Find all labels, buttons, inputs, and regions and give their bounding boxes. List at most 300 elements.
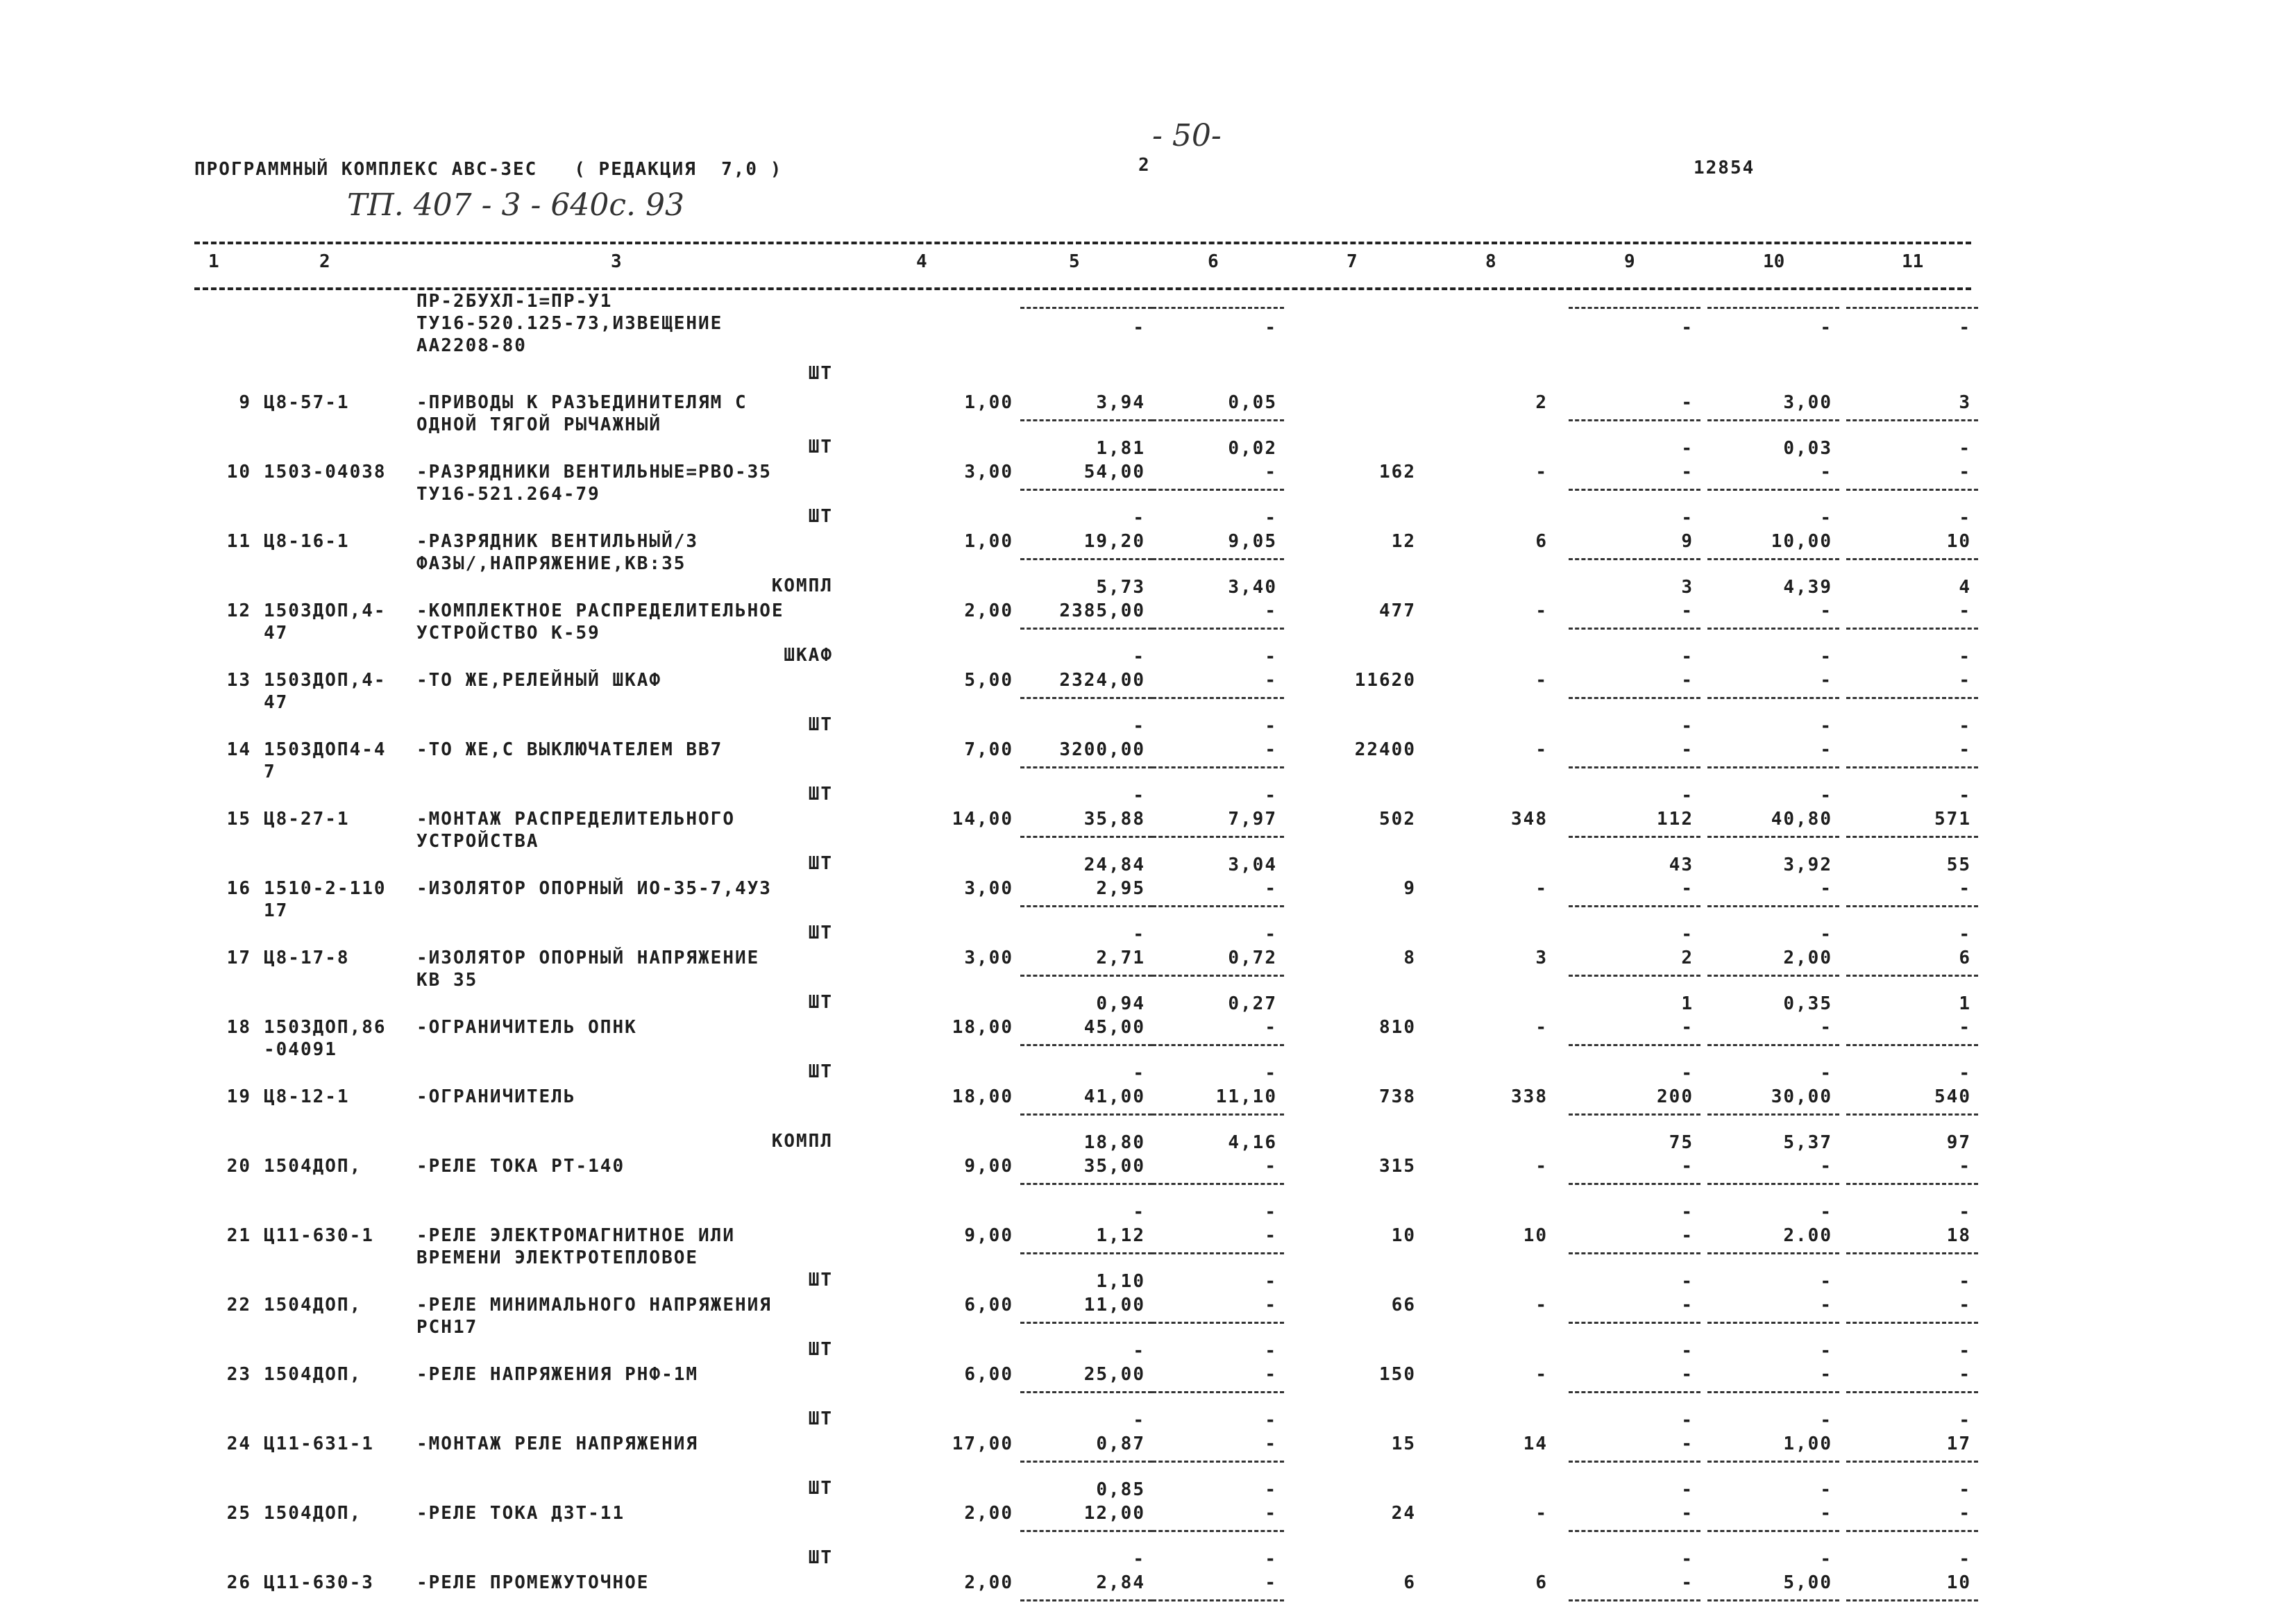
row-separator-line xyxy=(1707,905,1839,907)
row-code: 1504ДОП, xyxy=(264,1503,362,1524)
row-col6-sub: - xyxy=(1265,785,1277,806)
row-col6: - xyxy=(1265,1156,1277,1177)
row-separator-line xyxy=(1152,628,1284,630)
col-header-5: 5 xyxy=(1069,251,1080,272)
row-separator-line xyxy=(1020,1044,1152,1046)
row-col6: - xyxy=(1265,600,1277,621)
row-separator-line xyxy=(1846,975,1978,977)
row-col9: - xyxy=(1681,739,1694,760)
row-col10-sub: - xyxy=(1820,507,1832,528)
row-separator-line xyxy=(1707,628,1839,630)
row-separator-line xyxy=(1152,836,1284,838)
table-row xyxy=(0,498,2296,598)
row-col9-sub: - xyxy=(1681,1063,1694,1084)
row-col11: 3 xyxy=(1959,392,1971,413)
row-quantity: 17,00 xyxy=(952,1433,1013,1454)
row-col11-sub: - xyxy=(1959,1479,1971,1500)
row-col9: - xyxy=(1681,600,1694,621)
row-separator-line xyxy=(1707,1113,1839,1116)
row-name: -РЕЛЕ НАПРЯЖЕНИЯ РНФ-1М xyxy=(416,1364,699,1385)
row-unit: ШТ xyxy=(808,1061,833,1082)
row-separator-line xyxy=(1846,766,1978,768)
row-col5-sub: - xyxy=(1133,1202,1145,1222)
row-col7: 162 xyxy=(1379,462,1416,482)
row-col10: 10,00 xyxy=(1771,531,1832,552)
row-col8: - xyxy=(1535,878,1548,899)
row-quantity: 2,00 xyxy=(964,1572,1013,1593)
col-header-9: 9 xyxy=(1624,251,1635,272)
row-number: 20 xyxy=(226,1156,251,1177)
row-separator-line xyxy=(1152,558,1284,560)
row-col11-sub: - xyxy=(1959,1410,1971,1431)
row-col5: 2385,00 xyxy=(1059,600,1145,621)
row-number: 11 xyxy=(226,531,251,552)
row-col9: - xyxy=(1681,1433,1694,1454)
row-col11: - xyxy=(1959,878,1971,899)
row-col5: 45,00 xyxy=(1083,1017,1145,1038)
row-col5: 2324,00 xyxy=(1059,670,1145,691)
row-number: 19 xyxy=(226,1086,251,1107)
row-col10: - xyxy=(1820,670,1832,691)
doc-code: 12854 xyxy=(1694,158,1755,178)
row-separator-line xyxy=(1569,1183,1700,1185)
sheet-number: 2 xyxy=(1138,155,1151,176)
row-col5-sub: - xyxy=(1133,785,1145,806)
row-number: 9 xyxy=(239,392,251,413)
row-number: 10 xyxy=(226,462,251,482)
row-col6-sub: - xyxy=(1265,1202,1277,1222)
row-separator-line xyxy=(1846,1183,1978,1185)
row-col11: - xyxy=(1959,600,1971,621)
row-col9-sub: 43 xyxy=(1669,855,1694,875)
row-col8: 14 xyxy=(1523,1433,1548,1454)
row-col10: 3,00 xyxy=(1783,392,1832,413)
row-col10-sub: - xyxy=(1820,924,1832,945)
row-col7: 810 xyxy=(1379,1017,1416,1038)
row-separator-line xyxy=(1846,836,1978,838)
row-col8: - xyxy=(1535,462,1548,482)
row-code: 1504ДОП, xyxy=(264,1156,362,1177)
row-col8: 10 xyxy=(1523,1225,1548,1246)
row-quantity: 6,00 xyxy=(964,1295,1013,1315)
row-separator-line xyxy=(1020,1322,1152,1324)
table-row xyxy=(0,290,2296,384)
row-col6-sub: 4,16 xyxy=(1228,1132,1277,1153)
row-unit: ШТ xyxy=(808,992,833,1013)
table-row xyxy=(0,707,2296,806)
row-name: -ИЗОЛЯТОР ОПОРНЫЙ НАПРЯЖЕНИЕ КВ 35 xyxy=(416,948,760,991)
table-row xyxy=(0,360,2296,459)
row-separator-line xyxy=(1152,1461,1284,1463)
row-col6: - xyxy=(1265,1225,1277,1246)
row-separator-line xyxy=(1020,489,1152,491)
row-col5-sub: - xyxy=(1133,1340,1145,1361)
row-col11-sub: - xyxy=(1959,507,1971,528)
row-col10: - xyxy=(1820,1295,1832,1315)
row-col10: - xyxy=(1820,462,1832,482)
row-name: -ТО ЖЕ,РЕЛЕЙНЫЙ ШКАФ xyxy=(416,670,662,691)
row-separator-line xyxy=(1020,307,1152,309)
row-col9-sub: - xyxy=(1681,1202,1694,1222)
row-separator-line xyxy=(1707,489,1839,491)
row-col5: 0,87 xyxy=(1096,1433,1145,1454)
row-col10-sub: 4,39 xyxy=(1783,577,1832,598)
row-separator-line xyxy=(1569,1461,1700,1463)
row-unit: ШТ xyxy=(808,784,833,805)
row-col5-sub: 1,81 xyxy=(1096,438,1145,459)
row-quantity: 1,00 xyxy=(964,392,1013,413)
col-header-4: 4 xyxy=(916,251,927,272)
row-col5: 2,84 xyxy=(1096,1572,1145,1593)
row-col8: - xyxy=(1535,600,1548,621)
row-col11-sub: - xyxy=(1959,1063,1971,1084)
row-separator-line xyxy=(1707,419,1839,421)
row-number: 26 xyxy=(226,1572,251,1593)
row-number: 22 xyxy=(226,1295,251,1315)
row-unit: ШТ xyxy=(808,506,833,527)
row-code: Ц8-57-1 xyxy=(264,392,350,413)
row-col9: - xyxy=(1681,1572,1694,1593)
row-separator-line xyxy=(1152,489,1284,491)
row-col9-sub: - xyxy=(1681,438,1694,459)
row-separator-line xyxy=(1152,697,1284,699)
row-col9: - xyxy=(1681,462,1694,482)
row-col5: 3200,00 xyxy=(1059,739,1145,760)
row-number: 18 xyxy=(226,1017,251,1038)
row-col6-sub: 3,04 xyxy=(1228,855,1277,875)
row-col11-sub: - xyxy=(1959,438,1971,459)
row-col11: 571 xyxy=(1934,809,1971,830)
row-separator-line xyxy=(1152,975,1284,977)
row-col10-sub: 3,92 xyxy=(1783,855,1832,875)
page-number: - 50- xyxy=(1152,118,1222,153)
row-quantity: 5,00 xyxy=(964,670,1013,691)
row-separator-line xyxy=(1707,1322,1839,1324)
row-col10: - xyxy=(1820,878,1832,899)
row-separator-line xyxy=(1569,489,1700,491)
row-col8: 6 xyxy=(1535,1572,1548,1593)
row-code: 1503ДОП,4- 47 xyxy=(264,600,387,644)
row-code: 1510-2-110 17 xyxy=(264,878,387,921)
row-name: ПР-2БУХЛ-1=ПР-У1 ТУ16-520.125-73,ИЗВЕЩЕНИЕ АА2208-80 xyxy=(416,291,723,356)
row-separator-line xyxy=(1152,1391,1284,1393)
row-quantity: 14,00 xyxy=(952,809,1013,830)
row-col6-sub: - xyxy=(1265,507,1277,528)
row-col10-sub: - xyxy=(1820,1549,1832,1570)
row-col6: 0,72 xyxy=(1228,948,1277,968)
row-separator-line xyxy=(1707,697,1839,699)
row-col10-sub: 5,37 xyxy=(1783,1132,1832,1153)
row-col9-sub: - xyxy=(1681,507,1694,528)
row-col11-sub: - xyxy=(1959,1271,1971,1292)
row-name: -ТО ЖЕ,С ВЫКЛЮЧАТЕЛЕМ ВВ7 xyxy=(416,739,723,760)
row-col6: - xyxy=(1265,1433,1277,1454)
row-number: 15 xyxy=(226,809,251,830)
row-col6: - xyxy=(1265,462,1277,482)
row-separator-line xyxy=(1707,766,1839,768)
row-col6-sub: - xyxy=(1265,716,1277,737)
row-col11-sub: - xyxy=(1959,716,1971,737)
row-name: -РЕЛЕ ТОКА РТ-140 xyxy=(416,1156,625,1177)
row-col6-sub: - xyxy=(1265,646,1277,667)
row-name: -МОНТАЖ РЕЛЕ НАПРЯЖЕНИЯ xyxy=(416,1433,699,1454)
row-col11: - xyxy=(1959,670,1971,691)
row-code: Ц11-630-3 xyxy=(264,1572,374,1593)
col-header-11: 11 xyxy=(1902,251,1924,272)
row-col8: - xyxy=(1535,1017,1548,1038)
row-quantity: 6,00 xyxy=(964,1364,1013,1385)
row-col9: - xyxy=(1681,1503,1694,1524)
row-separator-line xyxy=(1020,836,1152,838)
row-separator-line xyxy=(1020,1252,1152,1254)
row-col10: - xyxy=(1820,1503,1832,1524)
row-separator-line xyxy=(1020,766,1152,768)
row-col10: - xyxy=(1820,317,1832,338)
row-separator-line xyxy=(1020,628,1152,630)
row-col6-sub: - xyxy=(1265,1063,1277,1084)
row-unit: ШТ xyxy=(808,853,833,874)
row-separator-line xyxy=(1846,1391,1978,1393)
row-col5-sub: - xyxy=(1133,924,1145,945)
row-quantity: 18,00 xyxy=(952,1086,1013,1107)
row-col9-sub: 75 xyxy=(1669,1132,1694,1153)
row-separator-line xyxy=(1020,1391,1152,1393)
row-col11: - xyxy=(1959,1364,1971,1385)
row-number: 23 xyxy=(226,1364,251,1385)
row-col11: 10 xyxy=(1946,531,1971,552)
row-col9: - xyxy=(1681,1364,1694,1385)
row-separator-line xyxy=(1846,628,1978,630)
row-separator-line xyxy=(1707,1599,1839,1601)
row-unit: ШКАФ xyxy=(784,645,833,666)
row-number: 16 xyxy=(226,878,251,899)
row-col10: 40,80 xyxy=(1771,809,1832,830)
row-name: -РЕЛЕ ЭЛЕКТРОМАГНИТНОЕ ИЛИ ВРЕМЕНИ ЭЛЕКТРОТЕПЛОВОЕ xyxy=(416,1225,735,1268)
row-separator-line xyxy=(1569,558,1700,560)
row-col5-sub: 24,84 xyxy=(1083,855,1145,875)
row-separator-line xyxy=(1152,1599,1284,1601)
row-separator-line xyxy=(1846,558,1978,560)
row-col6-sub: - xyxy=(1265,1410,1277,1431)
row-name: -РАЗРЯДНИК ВЕНТИЛЬНЫЙ/3 ФАЗЫ/,НАПРЯЖЕНИЕ,КВ:35 xyxy=(416,531,699,574)
row-col6: - xyxy=(1265,739,1277,760)
row-separator-line xyxy=(1152,1183,1284,1185)
row-col5-sub: 0,85 xyxy=(1096,1479,1145,1500)
row-col9-sub: - xyxy=(1681,716,1694,737)
row-unit: ШТ xyxy=(808,923,833,943)
row-code: 1503-04038 xyxy=(264,462,387,482)
row-col10: - xyxy=(1820,1364,1832,1385)
row-col8: 6 xyxy=(1535,531,1548,552)
row-col6-sub: - xyxy=(1265,1479,1277,1500)
row-col6-sub: - xyxy=(1265,924,1277,945)
row-col7: 11620 xyxy=(1354,670,1416,691)
row-code: Ц11-631-1 xyxy=(264,1433,374,1454)
col-header-1: 1 xyxy=(208,251,219,272)
row-col7: 9 xyxy=(1403,878,1416,899)
row-col6-sub: - xyxy=(1265,1340,1277,1361)
row-col6: 9,05 xyxy=(1228,531,1277,552)
row-col6: - xyxy=(1265,1017,1277,1038)
row-col11: - xyxy=(1959,1503,1971,1524)
row-col11-sub: - xyxy=(1959,924,1971,945)
row-separator-line xyxy=(1707,1044,1839,1046)
row-separator-line xyxy=(1569,419,1700,421)
row-col11-sub: - xyxy=(1959,1549,1971,1570)
row-separator-line xyxy=(1846,1113,1978,1116)
row-col10-sub: - xyxy=(1820,1202,1832,1222)
row-col8: 348 xyxy=(1511,809,1548,830)
row-col9: - xyxy=(1681,670,1694,691)
row-name: -РЕЛЕ ПРОМЕЖУТОЧНОЕ xyxy=(416,1572,650,1593)
row-col9: 9 xyxy=(1681,531,1694,552)
row-quantity: 18,00 xyxy=(952,1017,1013,1038)
row-col5: 1,12 xyxy=(1096,1225,1145,1246)
row-code: Ц8-16-1 xyxy=(264,531,350,552)
row-col5-sub: - xyxy=(1133,1063,1145,1084)
row-col10-sub: 0,35 xyxy=(1783,993,1832,1014)
row-unit: ШТ xyxy=(808,1547,833,1568)
row-col7: 738 xyxy=(1379,1086,1416,1107)
row-quantity: 7,00 xyxy=(964,739,1013,760)
row-quantity: 9,00 xyxy=(964,1156,1013,1177)
table-row xyxy=(0,915,2296,1014)
row-col8: - xyxy=(1535,1364,1548,1385)
row-code: 1503ДОП,86 -04091 xyxy=(264,1017,387,1060)
row-separator-line xyxy=(1707,558,1839,560)
row-col5: 25,00 xyxy=(1083,1364,1145,1385)
row-separator-line xyxy=(1569,1391,1700,1393)
row-separator-line xyxy=(1707,307,1839,309)
row-col7: 6 xyxy=(1403,1572,1416,1593)
row-col6: - xyxy=(1265,1503,1277,1524)
row-col5: 3,94 xyxy=(1096,392,1145,413)
row-col10: 1,00 xyxy=(1783,1433,1832,1454)
row-separator-line xyxy=(1846,1530,1978,1532)
row-col5: 12,00 xyxy=(1083,1503,1145,1524)
row-quantity: 3,00 xyxy=(964,948,1013,968)
row-col7: 24 xyxy=(1391,1503,1416,1524)
row-quantity: 3,00 xyxy=(964,462,1013,482)
row-col11: 540 xyxy=(1934,1086,1971,1107)
row-name: -ПРИВОДЫ К РАЗЪЕДИНИТЕЛЯМ С ОДНОЙ ТЯГОЙ РЫЧАЖНЫЙ xyxy=(416,392,748,435)
row-col11: - xyxy=(1959,1156,1971,1177)
row-col11: - xyxy=(1959,317,1971,338)
row-quantity: 3,00 xyxy=(964,878,1013,899)
row-col5: 54,00 xyxy=(1083,462,1145,482)
col-header-8: 8 xyxy=(1485,251,1496,272)
row-separator-line xyxy=(1020,1599,1152,1601)
row-col10-sub: - xyxy=(1820,1479,1832,1500)
row-col7: 8 xyxy=(1403,948,1416,968)
row-col7: 22400 xyxy=(1354,739,1416,760)
row-col11-sub: - xyxy=(1959,1340,1971,1361)
row-col9: - xyxy=(1681,1295,1694,1315)
row-quantity: 1,00 xyxy=(964,531,1013,552)
row-col6: 7,97 xyxy=(1228,809,1277,830)
row-name: -ОГРАНИЧИТЕЛЬ xyxy=(416,1086,576,1107)
row-unit: ШТ xyxy=(808,1478,833,1499)
row-col6-sub: 0,27 xyxy=(1228,993,1277,1014)
table-row xyxy=(0,1054,2296,1153)
row-col9: - xyxy=(1681,317,1694,338)
row-code: 1503ДОП,4- 47 xyxy=(264,670,387,713)
row-col5: 35,00 xyxy=(1083,1156,1145,1177)
row-name: -РЕЛЕ ТОКА ДЗТ-11 xyxy=(416,1503,625,1524)
row-separator-line xyxy=(1707,1530,1839,1532)
row-col8: - xyxy=(1535,739,1548,760)
row-code: Ц8-27-1 xyxy=(264,809,350,830)
row-col10: - xyxy=(1820,600,1832,621)
row-name: -КОМПЛЕКТНОЕ РАСПРЕДЕЛИТЕЛЬНОЕ УСТРОЙСТВО К-59 xyxy=(416,600,784,644)
row-col11: - xyxy=(1959,739,1971,760)
row-unit: КОМПЛ xyxy=(771,575,833,596)
row-col6: - xyxy=(1265,1364,1277,1385)
row-separator-line xyxy=(1020,905,1152,907)
row-unit: ШТ xyxy=(808,1270,833,1290)
row-col9-sub: - xyxy=(1681,646,1694,667)
row-separator-line xyxy=(1152,307,1284,309)
row-col9: 2 xyxy=(1681,948,1694,968)
row-separator-line xyxy=(1020,1113,1152,1116)
row-col6: - xyxy=(1265,878,1277,899)
row-col10: 2,00 xyxy=(1783,948,1832,968)
row-col7: 10 xyxy=(1391,1225,1416,1246)
row-col8: - xyxy=(1535,1156,1548,1177)
row-col9: - xyxy=(1681,1156,1694,1177)
row-name: -РАЗРЯДНИКИ ВЕНТИЛЬНЫЕ=РВО-35 ТУ16-521.264-79 xyxy=(416,462,772,505)
row-col11-sub: 97 xyxy=(1946,1132,1971,1153)
row-col5: 11,00 xyxy=(1083,1295,1145,1315)
col-header-10: 10 xyxy=(1763,251,1785,272)
row-separator-line xyxy=(1569,1113,1700,1116)
row-separator-line xyxy=(1846,1044,1978,1046)
row-col11-sub: - xyxy=(1959,646,1971,667)
row-col6: - xyxy=(1265,1572,1277,1593)
row-col10-sub: - xyxy=(1820,646,1832,667)
row-separator-line xyxy=(1152,1322,1284,1324)
row-separator-line xyxy=(1569,1322,1700,1324)
row-col11: - xyxy=(1959,1017,1971,1038)
row-number: 21 xyxy=(226,1225,251,1246)
row-separator-line xyxy=(1707,975,1839,977)
row-code: 1503ДОП4-4 7 xyxy=(264,739,387,782)
row-separator-line xyxy=(1569,1044,1700,1046)
row-col10-sub: 0,03 xyxy=(1783,438,1832,459)
row-separator-line xyxy=(1020,1183,1152,1185)
row-col11: 10 xyxy=(1946,1572,1971,1593)
row-col11: 17 xyxy=(1946,1433,1971,1454)
row-col10-sub: - xyxy=(1820,1410,1832,1431)
row-separator-line xyxy=(1846,307,1978,309)
row-separator-line xyxy=(1846,697,1978,699)
row-col5-sub: - xyxy=(1133,1549,1145,1570)
row-col5: 19,20 xyxy=(1083,531,1145,552)
row-separator-line xyxy=(1846,1599,1978,1601)
row-separator-line xyxy=(1020,558,1152,560)
row-number: 14 xyxy=(226,739,251,760)
row-col11: - xyxy=(1959,462,1971,482)
table-row xyxy=(0,1262,2296,1361)
row-quantity: 2,00 xyxy=(964,1503,1013,1524)
row-separator-line xyxy=(1846,1322,1978,1324)
row-col9-sub: - xyxy=(1681,1549,1694,1570)
row-name: -РЕЛЕ МИНИМАЛЬНОГО НАПРЯЖЕНИЯ РСН17 xyxy=(416,1295,772,1338)
row-separator-line xyxy=(1020,1530,1152,1532)
row-col5: 35,88 xyxy=(1083,809,1145,830)
row-col6-sub: - xyxy=(1265,1271,1277,1292)
row-number: 24 xyxy=(226,1433,251,1454)
